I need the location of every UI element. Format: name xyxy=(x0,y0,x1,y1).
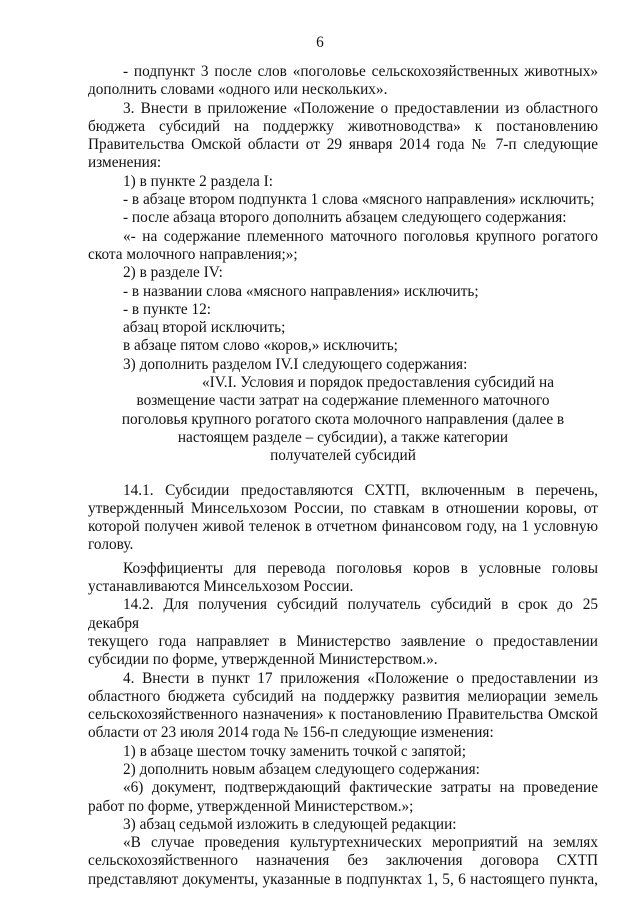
text-line: сельскохозяйственного назначения без заключения договора СХТП xyxy=(88,852,598,870)
text-line: 1) в абзаце шестом точку заменить точкой с запятой; xyxy=(123,742,466,760)
section-heading-line: «IV.I. Условия и порядок предоставления субсидий на xyxy=(201,374,555,392)
text-line: 2) в разделе IV: xyxy=(123,264,223,282)
text-line: «6) документ, подтверждающий фактические затраты на проведение xyxy=(123,779,598,797)
document-body xyxy=(88,63,598,889)
section-heading-line: возмещение части затрат на содержание племенного маточного xyxy=(136,392,550,410)
text-line: в абзаце пятом слово «коров,» исключить; xyxy=(123,337,398,355)
text-line: - после абзаца второго дополнить абзацем следующего содержания: xyxy=(123,209,567,227)
text-line: устанавливаются Минсельхозом России. xyxy=(88,578,354,596)
text-line: текущего года направляет в Министерство заявление о предоставлении xyxy=(88,632,598,650)
text-line: - в пункте 12: xyxy=(123,300,212,318)
text-line: - подпункт 3 после слов «поголовье сельскохозяйственных животных» xyxy=(123,63,598,80)
text-line: которой получен живой теленок в отчетном финансовом году, на 1 условную xyxy=(88,518,598,536)
text-line: - в названии слова «мясного направления» исключить; xyxy=(123,282,479,300)
text-line: сельскохозяйственного назначения» к постановлению Правительства Омской xyxy=(88,706,598,724)
text-line: изменения: xyxy=(88,154,162,172)
text-line: - в абзаце втором подпункта 1 слова «мясного направления» исключить; xyxy=(123,191,595,209)
text-line: области от 23 июля 2014 года № 156-п следующие изменения: xyxy=(88,724,494,742)
text-line: «В случае проведения культуртехнических мероприятий на землях xyxy=(123,834,598,852)
text-line: 14.2. Для получения субсидий получатель субсидий в срок до 25 декабря xyxy=(88,596,598,632)
text-line: субсидии по форме, утвержденной Министерством.». xyxy=(88,651,438,669)
text-line: «- на содержание племенного маточного поголовья крупного рогатого xyxy=(123,227,598,245)
text-line: 4. Внести в пункт 17 приложения «Положение о предоставлении из xyxy=(123,669,598,687)
text-line: дополнить словами «одного или нескольких». xyxy=(88,81,388,99)
text-line: 3. Внести в приложение «Положение о предоставлении из областного xyxy=(123,99,598,117)
text-line: бюджета субсидий на поддержку животноводства» к постановлению xyxy=(88,117,598,135)
page-number: 6 xyxy=(316,34,324,51)
text-line: 14.1. Субсидии предоставляются СХТП, включенным в перечень, xyxy=(123,481,598,499)
text-line: голову. xyxy=(88,536,134,554)
text-line: работ по форме, утвержденной Министерством.»; xyxy=(88,797,414,815)
text-line: утвержденный Минсельхозом России, по ставкам в отношении коровы, от xyxy=(88,499,598,517)
text-line: скота молочного направления;»; xyxy=(88,245,298,263)
text-line: 1) в пункте 2 раздела I: xyxy=(123,172,274,190)
section-heading-line: получателей субсидий xyxy=(270,447,416,465)
text-line: Коэффициенты для перевода поголовья коров в условные головы xyxy=(123,559,598,577)
text-line: абзац второй исключить; xyxy=(123,319,286,337)
section-heading-line: настоящем разделе – субсидии), а также категории xyxy=(177,428,509,446)
text-line: 3) дополнить разделом IV.I следующего содержания: xyxy=(123,355,468,373)
text-line: 3) абзац седьмой изложить в следующей редакции: xyxy=(123,815,457,833)
text-line: областного бюджета субсидий на поддержку развития мелиорации земель xyxy=(88,687,598,705)
text-line: представляют документы, указанные в подпунктах 1, 5, 6 настоящего пункта, xyxy=(88,870,598,888)
text-line: 2) дополнить новым абзацем следующего содержания: xyxy=(123,760,480,778)
text-line: Правительства Омской области от 29 января 2014 года № 7-п следующие xyxy=(88,136,598,154)
section-heading-line: поголовья крупного рогатого скота молочного направления (далее в xyxy=(121,410,565,428)
